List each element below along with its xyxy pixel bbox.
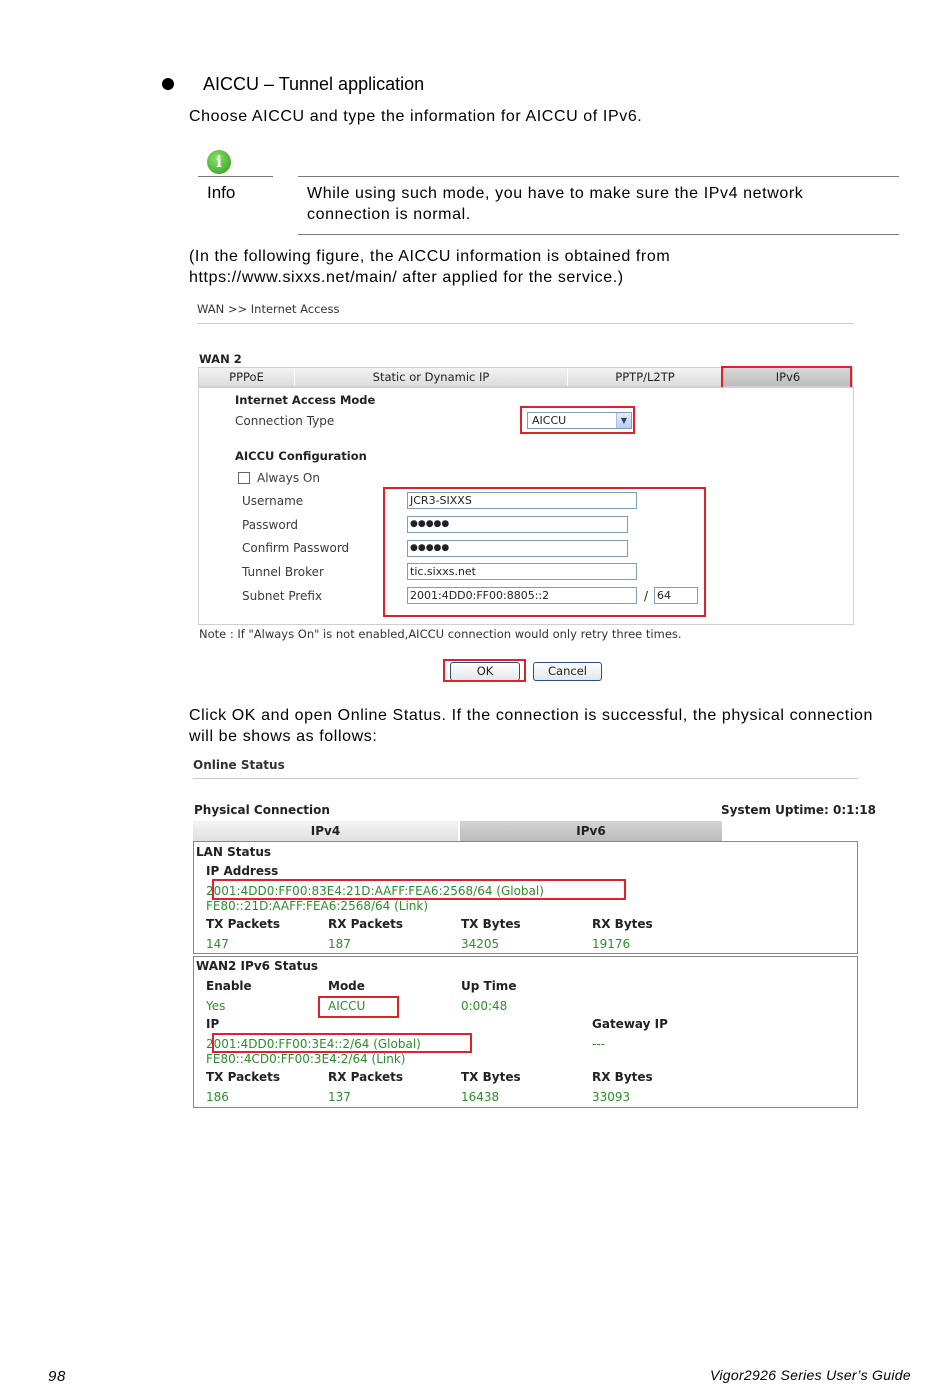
subnet-prefix-input[interactable]: 2001:4DD0:FF00:8805::2 (407, 587, 637, 604)
wan-ip-link: FE80::4CD0:FF00:3E4:2/64 (Link) (206, 1052, 406, 1066)
online-status-title: Online Status (193, 758, 285, 772)
lan-ip-global: 2001:4DD0:FF00:83E4:21D:AAFF:FEA6:2568/64 (Global) (206, 884, 544, 898)
tab-pppoe[interactable]: PPPoE (199, 368, 295, 386)
ip-address-label: IP Address (206, 864, 279, 878)
cancel-button[interactable]: Cancel (533, 662, 602, 681)
breadcrumb: WAN >> Internet Access (197, 302, 340, 316)
tab-ipv6[interactable]: IPv6 (723, 368, 854, 386)
note-text: Note : If "Always On" is not enabled,AICCU connection would only retry three times. (199, 627, 682, 641)
gateway-ip-label: Gateway IP (592, 1017, 668, 1031)
highlight-box (443, 659, 526, 682)
prefix-slash: / (644, 589, 649, 603)
system-uptime: System Uptime: 0:1:18 (721, 803, 876, 817)
ok-button[interactable]: OK (450, 662, 520, 681)
wan-tx-bytes: 16438 (461, 1090, 500, 1104)
info-divider-top (298, 176, 899, 177)
lan-rx-bytes: 19176 (592, 937, 631, 951)
wan-rx-bytes-label: RX Bytes (592, 1070, 653, 1084)
lan-tx-bytes: 34205 (461, 937, 500, 951)
divider (197, 323, 854, 324)
always-on-label: Always On (257, 471, 320, 485)
wan-rx-bytes: 33093 (592, 1090, 631, 1104)
lan-tx-packets-label: TX Packets (206, 917, 280, 931)
intro-paragraph: Choose AICCU and type the information for AICCU of IPv6. (189, 108, 643, 125)
ip-label: IP (206, 1017, 220, 1031)
config-heading: AICCU Configuration (235, 449, 367, 463)
lan-ip-link: FE80::21D:AAFF:FEA6:2568/64 (Link) (206, 899, 429, 913)
click-paragraph: Click OK and open Online Status. If the connection is successful, the physical connection will be shows as follows: (189, 707, 873, 745)
tunnel-broker-input[interactable]: tic.sixxs.net (407, 563, 637, 580)
highlight-box (520, 406, 635, 434)
info-divider (198, 176, 273, 177)
subnet-prefix-label: Subnet Prefix (242, 589, 323, 603)
wan-tx-packets-label: TX Packets (206, 1070, 280, 1084)
chevron-down-icon[interactable]: ▼ (616, 413, 631, 428)
lan-tx-bytes-label: TX Bytes (461, 917, 521, 931)
page-number: 98 (48, 1368, 66, 1385)
lan-tx-packets: 147 (206, 937, 229, 951)
guide-name: Vigor2926 Series User’s Guide (710, 1367, 911, 1383)
wan-tx-packets: 186 (206, 1090, 229, 1104)
username-input[interactable]: JCR3-SIXXS (407, 492, 637, 509)
figure-note-line1: (In the following figure, the AICCU information is obtained from (189, 248, 671, 265)
tab-ipv4[interactable]: IPv4 (193, 821, 458, 841)
highlight-box (212, 879, 626, 900)
mode-heading: Internet Access Mode (235, 393, 376, 407)
password-label: Password (242, 518, 299, 532)
username-label: Username (242, 494, 304, 508)
lan-rx-packets: 187 (328, 937, 351, 951)
mode-label: Mode (328, 979, 365, 993)
info-icon: i (207, 150, 231, 174)
physical-connection-label: Physical Connection (194, 803, 330, 817)
tab-ipv6[interactable]: IPv6 (460, 821, 722, 841)
lan-status-heading: LAN Status (196, 845, 272, 859)
confirm-password-input[interactable]: ●●●●● (407, 540, 628, 557)
wan-status-heading: WAN2 IPv6 Status (196, 959, 319, 973)
section-title: AICCU – Tunnel application (203, 74, 425, 94)
connection-type-value: AICCU (532, 414, 567, 427)
mode-value: AICCU (328, 999, 366, 1013)
info-divider-bottom (298, 234, 899, 235)
highlight-box (318, 996, 399, 1018)
lan-rx-packets-label: RX Packets (328, 917, 404, 931)
highlight-box (212, 1033, 472, 1053)
enable-label: Enable (206, 979, 252, 993)
info-text: While using such mode, you have to make sure the IPv4 network connection is normal. (307, 185, 804, 223)
info-label: Info (207, 183, 236, 202)
enable-value: Yes (206, 999, 226, 1013)
wan-rx-packets-label: RX Packets (328, 1070, 404, 1084)
wan-status-box (193, 956, 858, 1108)
tab-pptp-l2tp[interactable]: PPTP/L2TP (568, 368, 723, 386)
confirm-password-label: Confirm Password (242, 541, 350, 555)
tab-static-dynamic-ip[interactable]: Static or Dynamic IP (295, 368, 568, 386)
bullet-icon (162, 78, 174, 90)
figure-note-line2: https://www.sixxs.net/main/ after applied for the service.) (189, 269, 624, 286)
wan-ip-global: 2001:4DD0:FF00:3E4::2/64 (Global) (206, 1037, 421, 1051)
figure-note (189, 246, 670, 288)
password-input[interactable]: ●●●●● (407, 516, 628, 533)
up-time-label: Up Time (461, 979, 517, 993)
lan-rx-bytes-label: RX Bytes (592, 917, 653, 931)
prefix-length-input[interactable]: 64 (654, 587, 698, 604)
divider (193, 778, 858, 779)
always-on-checkbox[interactable] (238, 472, 250, 484)
gateway-ip-value: --- (592, 1037, 605, 1051)
up-time-value: 0:00:48 (461, 999, 508, 1013)
wan-rx-packets: 137 (328, 1090, 351, 1104)
wan-tx-bytes-label: TX Bytes (461, 1070, 521, 1084)
connection-type-label: Connection Type (235, 414, 335, 428)
highlight-box (383, 487, 706, 617)
tunnel-broker-label: Tunnel Broker (242, 565, 324, 579)
wan-section-label: WAN 2 (199, 352, 242, 366)
